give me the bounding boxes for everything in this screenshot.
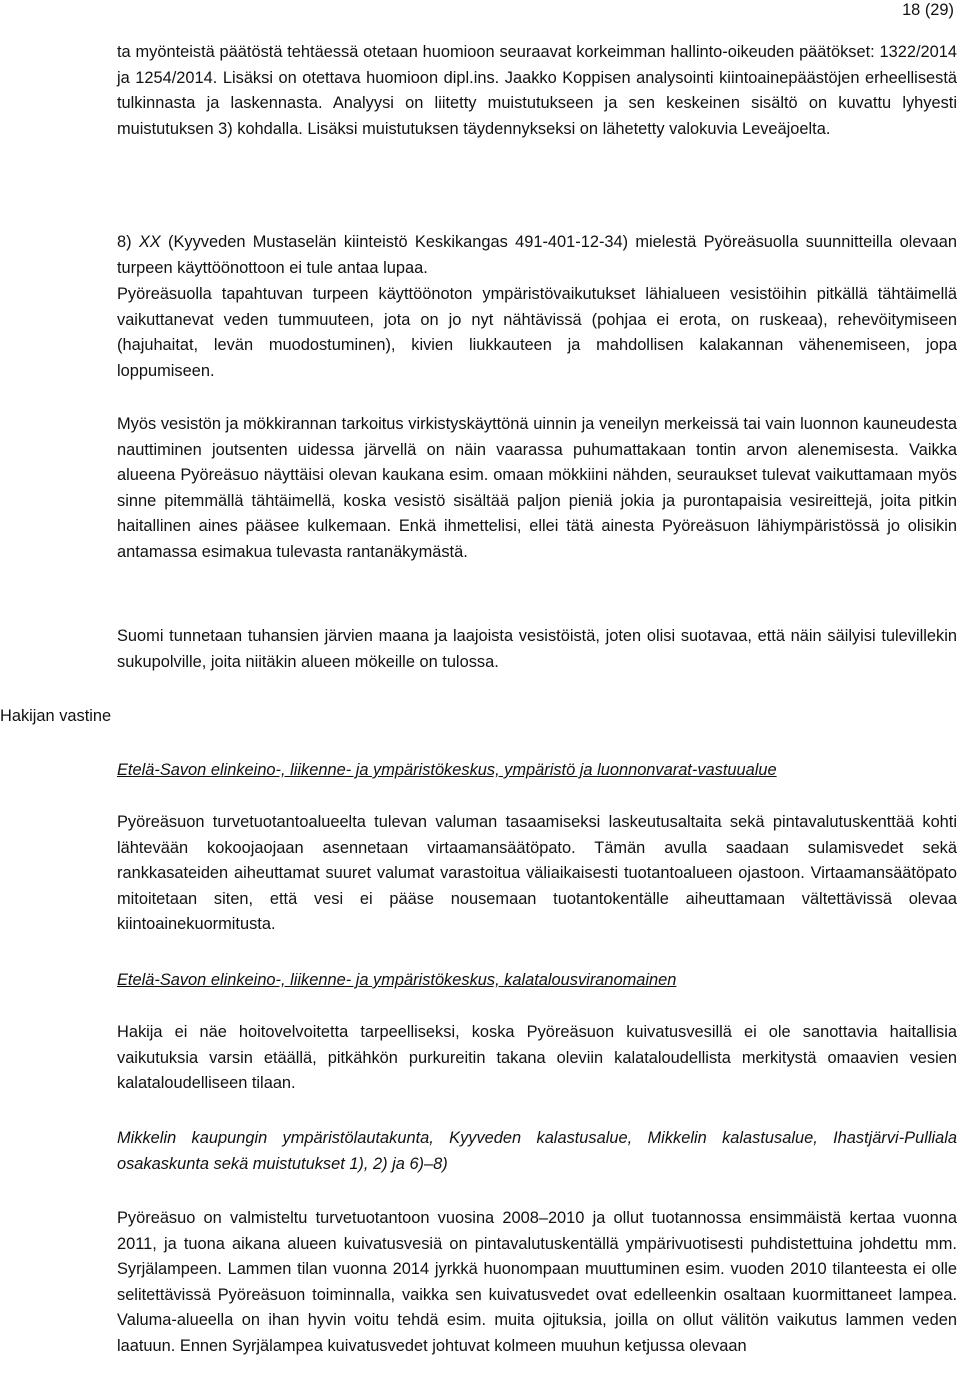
paragraph-fisheries-obligation — [117, 1020, 957, 1097]
paragraph-objection-8 — [117, 230, 957, 281]
paragraph-text: ta myönteistä päätöstä tehtäessä otetaan huomioon seuraavat korkeimman hallinto-oikeuden päätökset: 1322/2014 ja 1254/2014. Lisäksi on otettava huomioon dipl.ins. Jaakko Koppisen analysointi kiintoainepäästöjen erheellisestä tulkinnasta ja laskennasta. Analyysi on liitetty muistutukseen ja sen keskeinen sisältö on kuvattu lyhyesti muistutuksen 3) kohdalla. Lisäksi muistutuksen täydennykseksi on lähetetty valokuvia Leveäjoelta. — [117, 43, 957, 138]
paragraph-text: Pyöreäsuolla tapahtuvan turpeen käyttöönoton ympäristövaikutukset lähialueen vesistöihin pitkällä tähtäimellä vaikuttanevat veden tummuuteen, jota on jo nyt nähtävissä (pohjaa ei erota, on ruskeaa), rehevöitymiseen (hajuhaitat, levän muodostuminen), kivien liukkauteen ja mahdollisen kalakannan vähenemiseen, jopa loppumiseen. — [117, 285, 957, 380]
heading-mikkeli-authorities — [117, 1126, 957, 1177]
paragraph-thousand-lakes — [117, 624, 957, 675]
paragraph-text: Suomi tunnetaan tuhansien järvien maana ja laajoista vesistöistä, joten olisi suotavaa, että näin säilyisi tulevillekin sukupolville, joita niitäkin alueen mökeille on tulossa. — [117, 627, 957, 671]
paragraph-text: Myös vesistön ja mökkirannan tarkoitus virkistyskäyttönä uinnin ja veneilyn merkeissä tai vain luonnon kauneudesta nauttiminen joutsenten uidessa järvellä on näin vaarassa puhumattakaan tontin arvon alenemisesta. Vaikka alueena Pyöreäsuo näyttäisi olevan kaukana esim. omaan mökkiini nähden, seuraukset tulevat vaikuttamaan myös sinne pitemmällä tähtäimellä, koska vesistö sisältää paljon pieniä jokia ja purontapaisia vesireittejä, joita pitkin haitallinen aines pääsee kulkemaan. Enkä ihmettelisi, ellei tätä ainesta Pyöreäsuon lähiympäristössä jo olisikin antamassa esimakua tulevasta rantanäkymästä. — [117, 415, 957, 561]
paragraph-text — [117, 230, 957, 281]
paragraph-recreational-use — [117, 412, 957, 566]
objector-name: XX — [138, 233, 161, 251]
side-heading: Hakijan vastine — [0, 707, 112, 725]
objection-number: 8) — [117, 233, 139, 251]
paragraph-flow-control-dam — [117, 810, 957, 938]
heading-ely-environment — [117, 758, 957, 784]
section-heading: Mikkelin kaupungin ympäristölautakunta, Kyyveden kalastusalue, Mikkelin kalastusalue, Ihastjärvi-Pulliala osakaskunta sekä muistutukset 1), 2) ja 6)–8) — [117, 1129, 957, 1173]
page-number: 18 (29) — [902, 1, 954, 19]
paragraph-production-history — [117, 1206, 957, 1360]
paragraph-decision-references — [117, 40, 957, 142]
section-heading: Etelä-Savon elinkeino-, liikenne- ja ympäristökeskus, kalatalousviranomainen — [117, 971, 677, 989]
paragraph-text: Hakija ei näe hoitovelvoitetta tarpeelliseksi, koska Pyöreäsuon kuivatusvesillä ei ole sanottavia haitallisia vaikutuksia varsin etäällä, pitkähkön purkureitin takana oleviin kalataloudellista merkitystä omaavien vesien kalataloudelliseen tilaan. — [117, 1023, 957, 1093]
paragraph-text: Pyöreäsuo on valmisteltu turvetuotantoon vuosina 2008–2010 ja ollut tuotannossa ensimmäistä kertaa vuonna 2011, ja tuona aikana alueen kuivatusvesiä on pintavalutuskentällä ympärivuotisesti puhdistettuina johdettu mm. Syrjälampeen. Lammen tilan vuonna 2014 jyrkkä huonompaan muuttuminen esim. vuoden 2010 tilanteesta ei olle selitettävissä Pyöreäsuon toiminnalla, vaikka sen kuivatusvedet ovat edelleenkin osaltaan kuormittaneet lampea. Valuma-alueella on ihan hyvin voitu tehdä esim. muita ojituksia, joilla on ollut välitön vaikutus lammen veden laatuun. Ennen Syrjälampea kuivatusvedet johtuvat kolmeen muuhun ketjussa olevaan — [117, 1209, 957, 1355]
paragraph-text: Pyöreäsuon turvetuotantoalueelta tulevan valuman tasaamiseksi laskeutusaltaita sekä pintavalutuskenttää kohti lähtevään kokoojaojaan asennetaan virtaamansäätöpato. Tämän avulla saadaan sulamisvedet sekä rankkasateiden aiheuttamat suuret valumat varastoitua väliaikaisesti tuotantoalueen ojastoon. Virtaamansäätöpato mitoitetaan siten, että vesi ei pääse nousemaan tuotantokentälle aiheuttamaan vältettävissä olevaa kiintoainekuormitusta. — [117, 813, 957, 934]
objection-text: (Kyyveden Mustaselän kiinteistö Keskikangas 491-401-12-34) mielestä Pyöreäsuolla suunnitteilla olevaan turpeen käyttöönottoon ei tule antaa lupaa. — [117, 233, 957, 277]
paragraph-environmental-effects — [117, 282, 957, 384]
section-heading: Etelä-Savon elinkeino-, liikenne- ja ympäristökeskus, ympäristö ja luonnonvarat-vastuualue — [117, 761, 777, 779]
heading-ely-fisheries — [117, 968, 957, 994]
